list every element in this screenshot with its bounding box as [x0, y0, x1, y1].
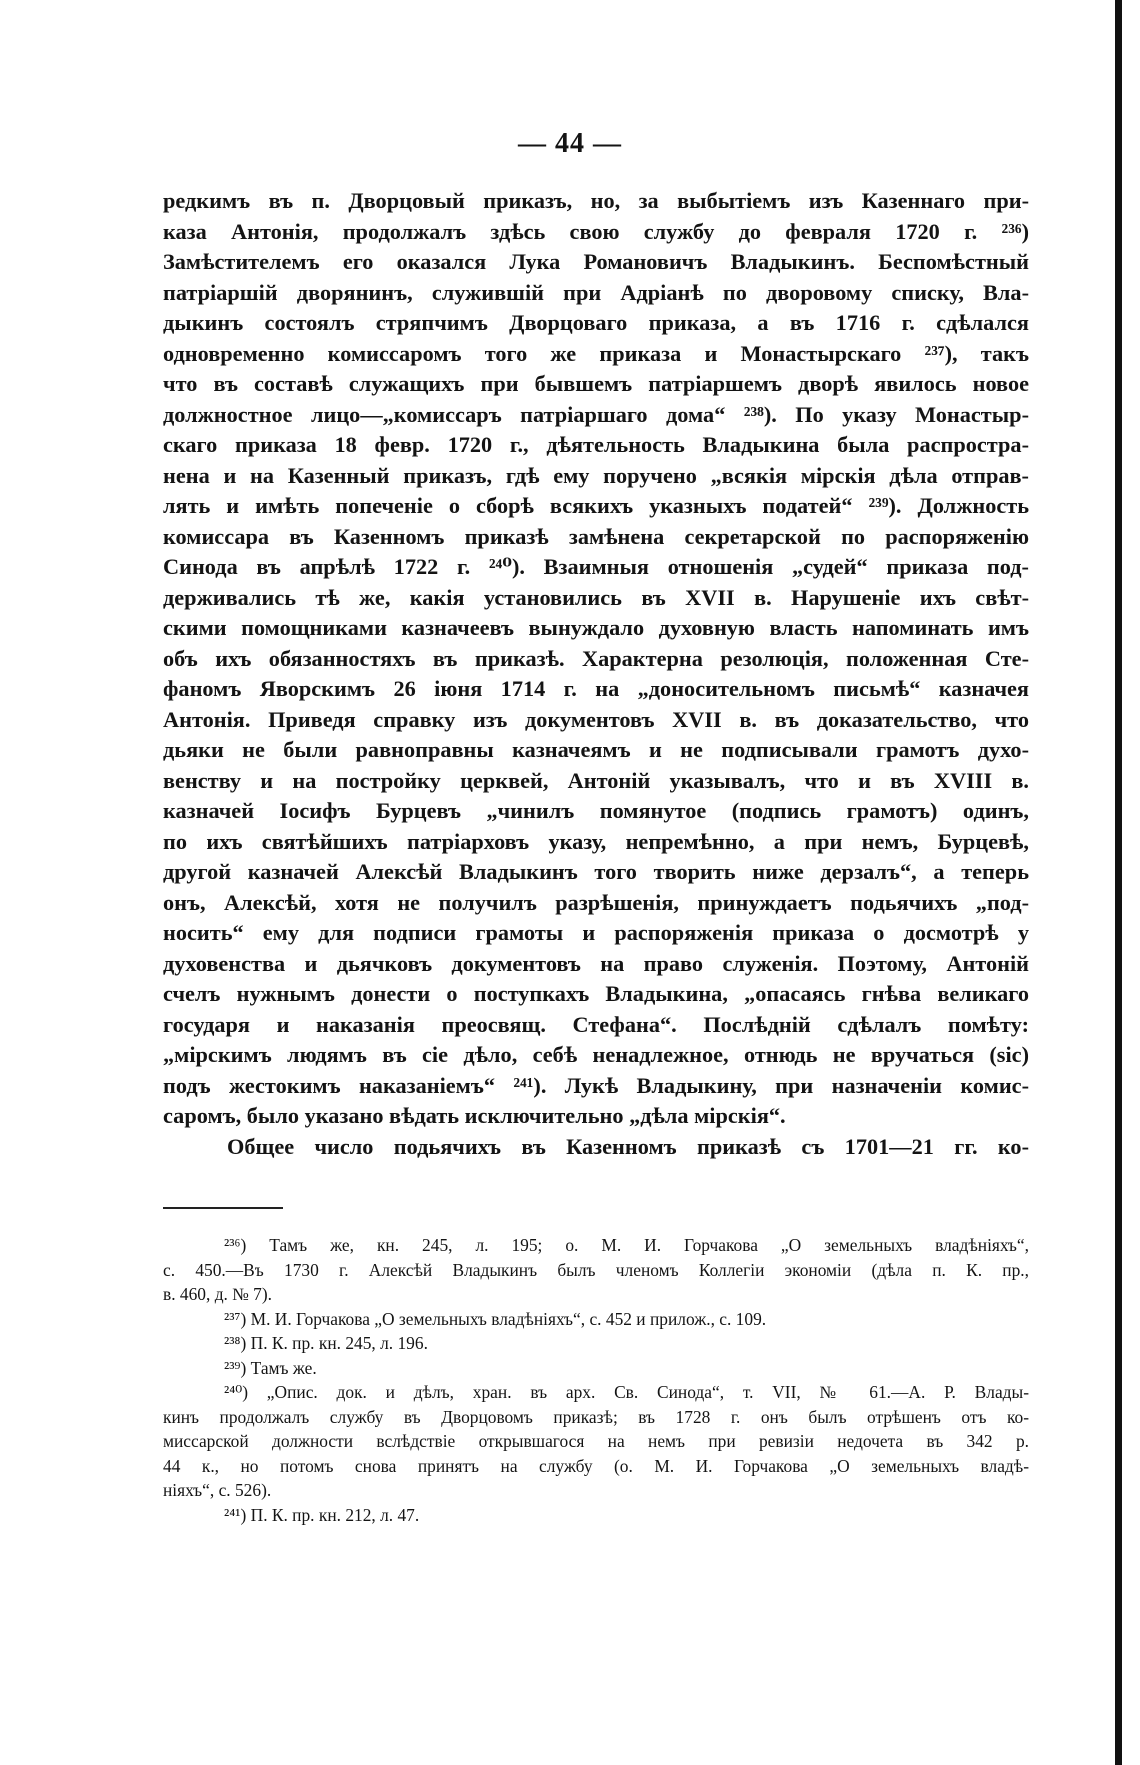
footnote-line: ²⁴¹) П. К. пр. кн. 212, л. 47. [224, 1504, 420, 1525]
body-line: комиссара въ Казенномъ приказѣ замѣнена секретарской по распоряженію [163, 523, 1029, 549]
body-line: скими помощниками казначеевъ вынуждало духовную власть напоминать имъ [163, 615, 1029, 640]
body-text [163, 186, 1029, 1162]
footnote-line: ²³⁹) Тамъ же. [224, 1357, 317, 1378]
footnote-line: ²³⁷) М. И. Горчакова „О земельныхъ владѣніяхъ“, с. 452 и прилож., с. 109. [224, 1308, 767, 1329]
footnote-line: ніяхъ“, с. 526). [163, 1480, 272, 1500]
body-line: венству и на постройку церквей, Антоній указывалъ, что и въ XVIII в. [163, 767, 1029, 793]
body-line: другой казначей Алексѣй Владыкинъ того творить ниже дерзалъ“, а теперь [163, 859, 1029, 884]
footnote-239 [163, 1356, 1029, 1381]
footnote-line: с. 450.—Въ 1730 г. Алексѣй Владыкинъ былъ членомъ Коллегіи экономіи (дѣла п. К. пр., [163, 1259, 1029, 1280]
body-line: Общее число подьячихъ въ Казенномъ приказѣ съ 1701—21 гг. ко- [227, 1133, 1029, 1159]
body-line: Синода въ апрѣлѣ 1722 г. ²⁴⁰). Взаимныя отношенія „судей“ приказа под- [163, 554, 1029, 579]
footnote-rule [163, 1207, 283, 1209]
footnotes [163, 1233, 1029, 1527]
body-line: должностное лицо—„комиссаръ патріаршаго дома“ ²³⁸). По указу Монастыр- [163, 401, 1029, 427]
page-number: — 44 — [518, 128, 622, 159]
body-line: саромъ, было указано вѣдать исключительно „дѣла мірскія“. [163, 1103, 786, 1128]
footnote-236 [163, 1233, 1029, 1307]
body-line: государя и наказанія преосвящ. Стефана“. Послѣдній сдѣлалъ помѣту: [163, 1011, 1029, 1037]
body-line: патріаршій дворянинъ, служившій при Адріанѣ по дворовому списку, Вла- [163, 279, 1029, 305]
body-line: держивались тѣ же, какія установились въ XVII в. Нарушеніе ихъ свѣт- [163, 584, 1029, 610]
body-line: скаго приказа 18 февр. 1720 г., дѣятельность Владыкина была распростра- [163, 432, 1029, 457]
body-line: дьяки не были равноправны казначеямъ и не подписывали грамотъ духо- [163, 737, 1029, 762]
body-line: носить“ ему для подписи грамоты и распоряженія приказа о досмотрѣ у [163, 920, 1029, 945]
footnote-237 [163, 1307, 1029, 1332]
page-edge-shadow [1115, 0, 1122, 1765]
body-line: казначей Іосифъ Бурцевъ „чинилъ помянутое (подпись грамотъ) одинъ, [163, 798, 1029, 823]
body-line: каза Антонія, продолжалъ здѣсь свою службу до февраля 1720 г. ²³⁶) [163, 218, 1029, 244]
body-line: что въ составѣ служащихъ при бывшемъ патріаршемъ дворѣ явилось новое [163, 371, 1029, 396]
footnote-line: ²³⁶) Тамъ же, кн. 245, л. 195; о. М. И. Горчакова „О земельныхъ владѣніяхъ“, [224, 1235, 1029, 1255]
footnote-line: ²⁴⁰) „Опис. док. и дѣлъ, хран. въ арх. Св. Синода“, т. VII, № 61.—А. Р. Влады- [224, 1382, 1029, 1402]
body-line: духовенства и дьячковъ документовъ на право служенія. Поэтому, Антоній [163, 950, 1029, 976]
body-line: счелъ нужнымъ донести о поступкахъ Владыкина, „опасаясь гнѣва великаго [163, 981, 1029, 1006]
body-line: по ихъ святѣйшихъ патріарховъ указу, непремѣнно, а при немъ, Бурцевѣ, [163, 828, 1029, 854]
body-line: редкимъ въ п. Дворцовый приказъ, но, за выбытіемъ изъ Казеннаго при- [163, 188, 1029, 213]
body-line: Замѣстителемъ его оказался Лука Романовичъ Владыкинъ. Беспомѣстный [163, 249, 1029, 274]
body-line: объ ихъ обязанностяхъ въ приказѣ. Характерна резолюція, положенная Сте- [163, 645, 1029, 671]
footnote-241 [163, 1503, 1029, 1528]
footnote-238 [163, 1331, 1029, 1356]
body-line: нена и на Казенный приказъ, гдѣ ему поручено „всякія мірскія дѣла отправ- [163, 462, 1029, 488]
body-line: одновременно комиссаромъ того же приказа и Монастырскаго ²³⁷), такъ [163, 340, 1029, 366]
footnote-line: миссарской должности вслѣдствіе открывшагося на немъ при ревизіи недочета въ 342 р. [163, 1431, 1029, 1451]
footnote-240 [163, 1380, 1029, 1503]
body-line: „мірскимъ людямъ въ сіе дѣло, себѣ ненадлежное, отнюдь не вручаться (sic) [163, 1042, 1029, 1067]
footnote-line: в. 460, д. № 7). [163, 1284, 273, 1304]
body-line: подъ жестокимъ наказаніемъ“ ²⁴¹). Лукѣ Владыкину, при назначеніи комис- [163, 1072, 1029, 1098]
footnote-line: ²³⁸) П. К. пр. кн. 245, л. 196. [224, 1333, 428, 1353]
body-line: Антонія. Приведя справку изъ документовъ XVII в. въ доказательство, что [163, 706, 1029, 732]
body-line: лять и имѣть попеченіе о сборѣ всякихъ указныхъ податей“ ²³⁹). Должность [163, 493, 1029, 518]
footnote-line: кинъ продолжалъ службу въ Дворцовомъ приказѣ; въ 1728 г. онъ былъ отрѣшенъ отъ ко- [163, 1406, 1029, 1427]
body-line: дыкинъ состоялъ стряпчимъ Дворцоваго приказа, а въ 1716 г. сдѣлался [163, 310, 1029, 335]
footnote-line: 44 к., но потомъ снова принятъ на службу (о. М. И. Горчакова „О земельныхъ владѣ- [163, 1455, 1029, 1476]
body-line: онъ, Алексѣй, хотя не получилъ разрѣшенія, принуждаетъ подьячихъ „под- [163, 889, 1029, 915]
body-line: фаномъ Яворскимъ 26 іюня 1714 г. на „доносительномъ письмѣ“ казначея [163, 676, 1029, 701]
